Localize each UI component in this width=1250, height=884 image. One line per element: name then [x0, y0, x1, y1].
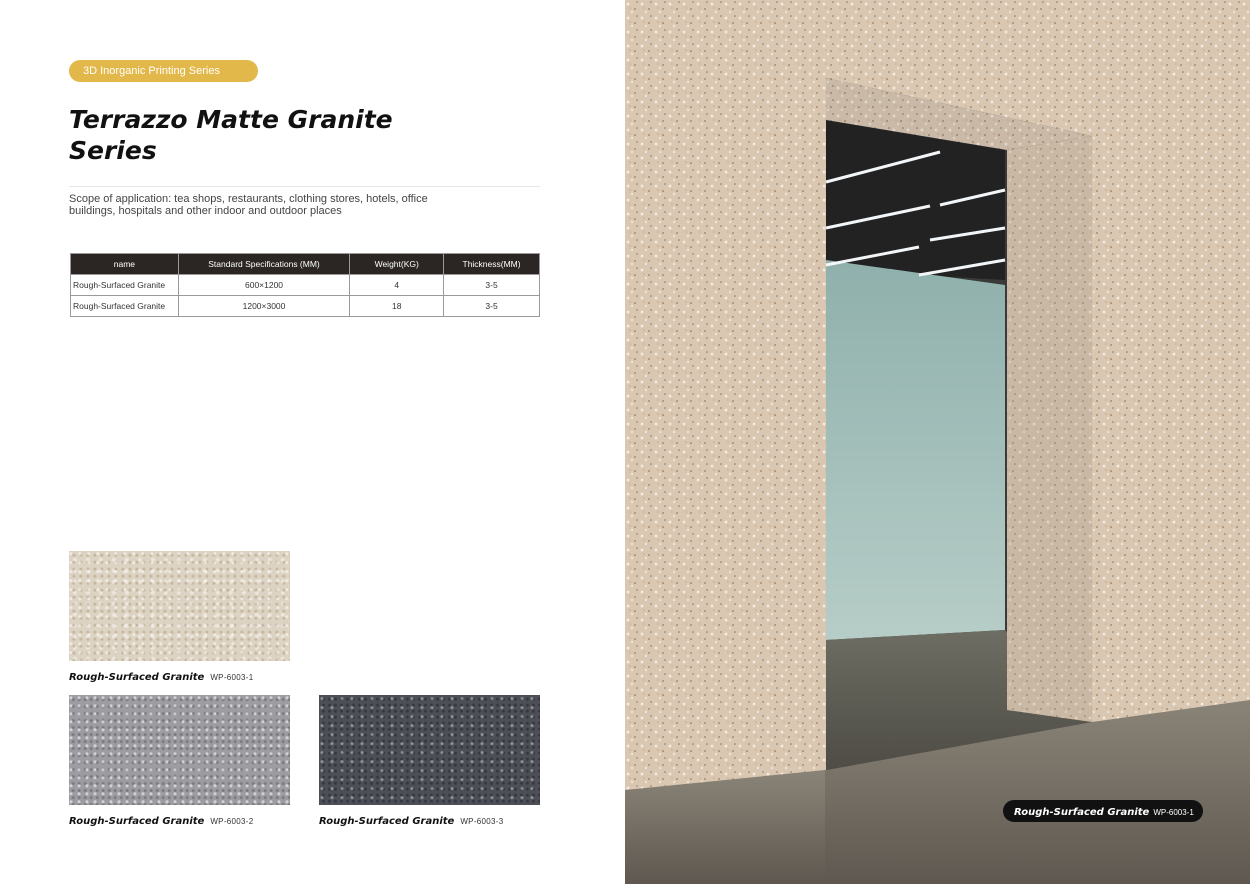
title-line-1: Terrazzo Matte Granite [69, 105, 393, 134]
header-weight: Weight(KG) [350, 254, 444, 275]
series-badge: 3D Inorganic Printing Series [69, 60, 258, 82]
cell-name: Rough-Surfaced Granite [71, 296, 179, 317]
header-name: name [71, 254, 179, 275]
scope-text: Scope of application: tea shops, restaurants, clothing stores, hotels, office buildings, hospitals and other indoor and outdoor places [69, 193, 428, 217]
swatch-caption [69, 667, 254, 685]
swatch-code: WP-6003-2 [210, 817, 254, 826]
header-spec: Standard Specifications (MM) [178, 254, 350, 275]
page-title [69, 104, 409, 166]
swatch-code: WP-6003-3 [460, 817, 504, 826]
swatch-wp-6003-1 [69, 551, 290, 661]
cell-spec: 1200×3000 [178, 296, 350, 317]
header-thickness: Thickness(MM) [444, 254, 540, 275]
doorway-illustration [625, 0, 1250, 884]
table-row [71, 296, 540, 317]
swatch-code: WP-6003-1 [210, 673, 254, 682]
swatch-caption [319, 811, 504, 829]
interior-photo [625, 0, 1250, 884]
cell-weight: 18 [350, 296, 444, 317]
table-row [71, 275, 540, 296]
table-header-row [71, 254, 540, 275]
title-line-2: Series [69, 136, 157, 165]
cell-weight: 4 [350, 275, 444, 296]
swatch-name: Rough-Surfaced Granite [69, 672, 205, 683]
divider [69, 186, 540, 187]
photo-caption-badge [1003, 800, 1203, 822]
photo-caption-code: WP-6003-1 [1153, 808, 1194, 817]
cell-spec: 600×1200 [178, 275, 350, 296]
cell-thickness: 3-5 [444, 296, 540, 317]
swatch-name: Rough-Surfaced Granite [319, 816, 455, 827]
photo-caption-name: Rough-Surfaced Granite [1014, 807, 1150, 818]
swatch-wp-6003-2 [69, 695, 290, 805]
spec-table [70, 253, 540, 317]
cell-thickness: 3-5 [444, 275, 540, 296]
swatch-name: Rough-Surfaced Granite [69, 816, 205, 827]
swatch-caption [69, 811, 254, 829]
cell-name: Rough-Surfaced Granite [71, 275, 179, 296]
swatch-wp-6003-3 [319, 695, 540, 805]
